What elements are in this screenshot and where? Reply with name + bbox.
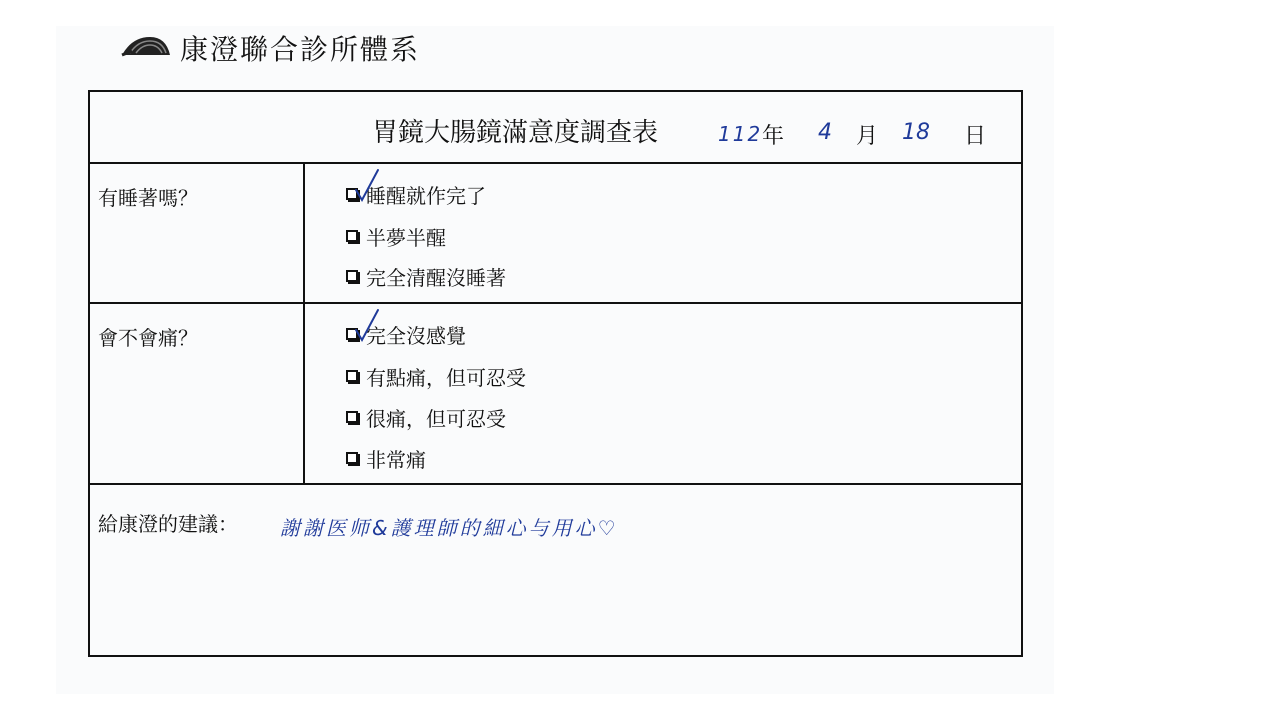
checkbox[interactable] [346,452,358,464]
divider-line [90,302,1021,304]
date-day: 18 [902,120,930,145]
checkbox[interactable] [346,411,358,423]
option-sleep-half[interactable] [346,222,446,250]
option-label: 有點痛，但可忍受 [366,365,526,390]
checkbox[interactable] [346,270,358,282]
option-pain-slight[interactable] [346,362,526,390]
column-divider [303,163,305,485]
survey-form [88,90,1023,657]
fan-logo-icon [120,35,172,61]
option-sleep-awake[interactable] [346,262,506,290]
checkbox[interactable] [346,230,358,242]
checkbox[interactable] [346,188,358,200]
date-year: 112 [718,122,763,146]
date-month-unit: 月 [856,124,879,149]
divider-line [90,483,1021,485]
suggestion-handwritten-text: 謝謝医师&護理師的細心与用心♡ [280,516,619,540]
title-row [90,92,1021,164]
form-title: 胃鏡大腸鏡滿意度調查表 [372,118,659,148]
option-label: 非常痛 [366,447,426,472]
suggestion-label: 給康澄的建議： [98,512,238,536]
option-label: 很痛，但可忍受 [366,406,506,431]
checkmark-icon [354,168,382,204]
divider-line [90,162,1021,164]
option-pain-none[interactable] [346,320,466,348]
checkbox[interactable] [346,328,358,340]
date-day-unit: 日 [964,124,987,149]
option-sleep-asleep[interactable] [346,180,486,208]
question-pain-label: 會不會痛？ [98,326,198,350]
option-pain-very[interactable] [346,403,506,431]
checkmark-icon [354,308,382,344]
date-month: 4 [818,120,832,145]
option-label: 完全清醒沒睡著 [366,265,506,290]
date-year-unit: 年 [762,124,785,149]
clinic-header [120,28,420,68]
question-sleep-label: 有睡著嗎？ [98,186,198,210]
option-pain-extreme[interactable] [346,444,426,472]
option-label: 睡醒就作完了 [366,183,486,208]
checkbox[interactable] [346,370,358,382]
clinic-name: 康澄聯合診所體系 [180,33,421,66]
option-label: 半夢半醒 [366,225,446,250]
option-label: 完全沒感覺 [366,323,466,348]
